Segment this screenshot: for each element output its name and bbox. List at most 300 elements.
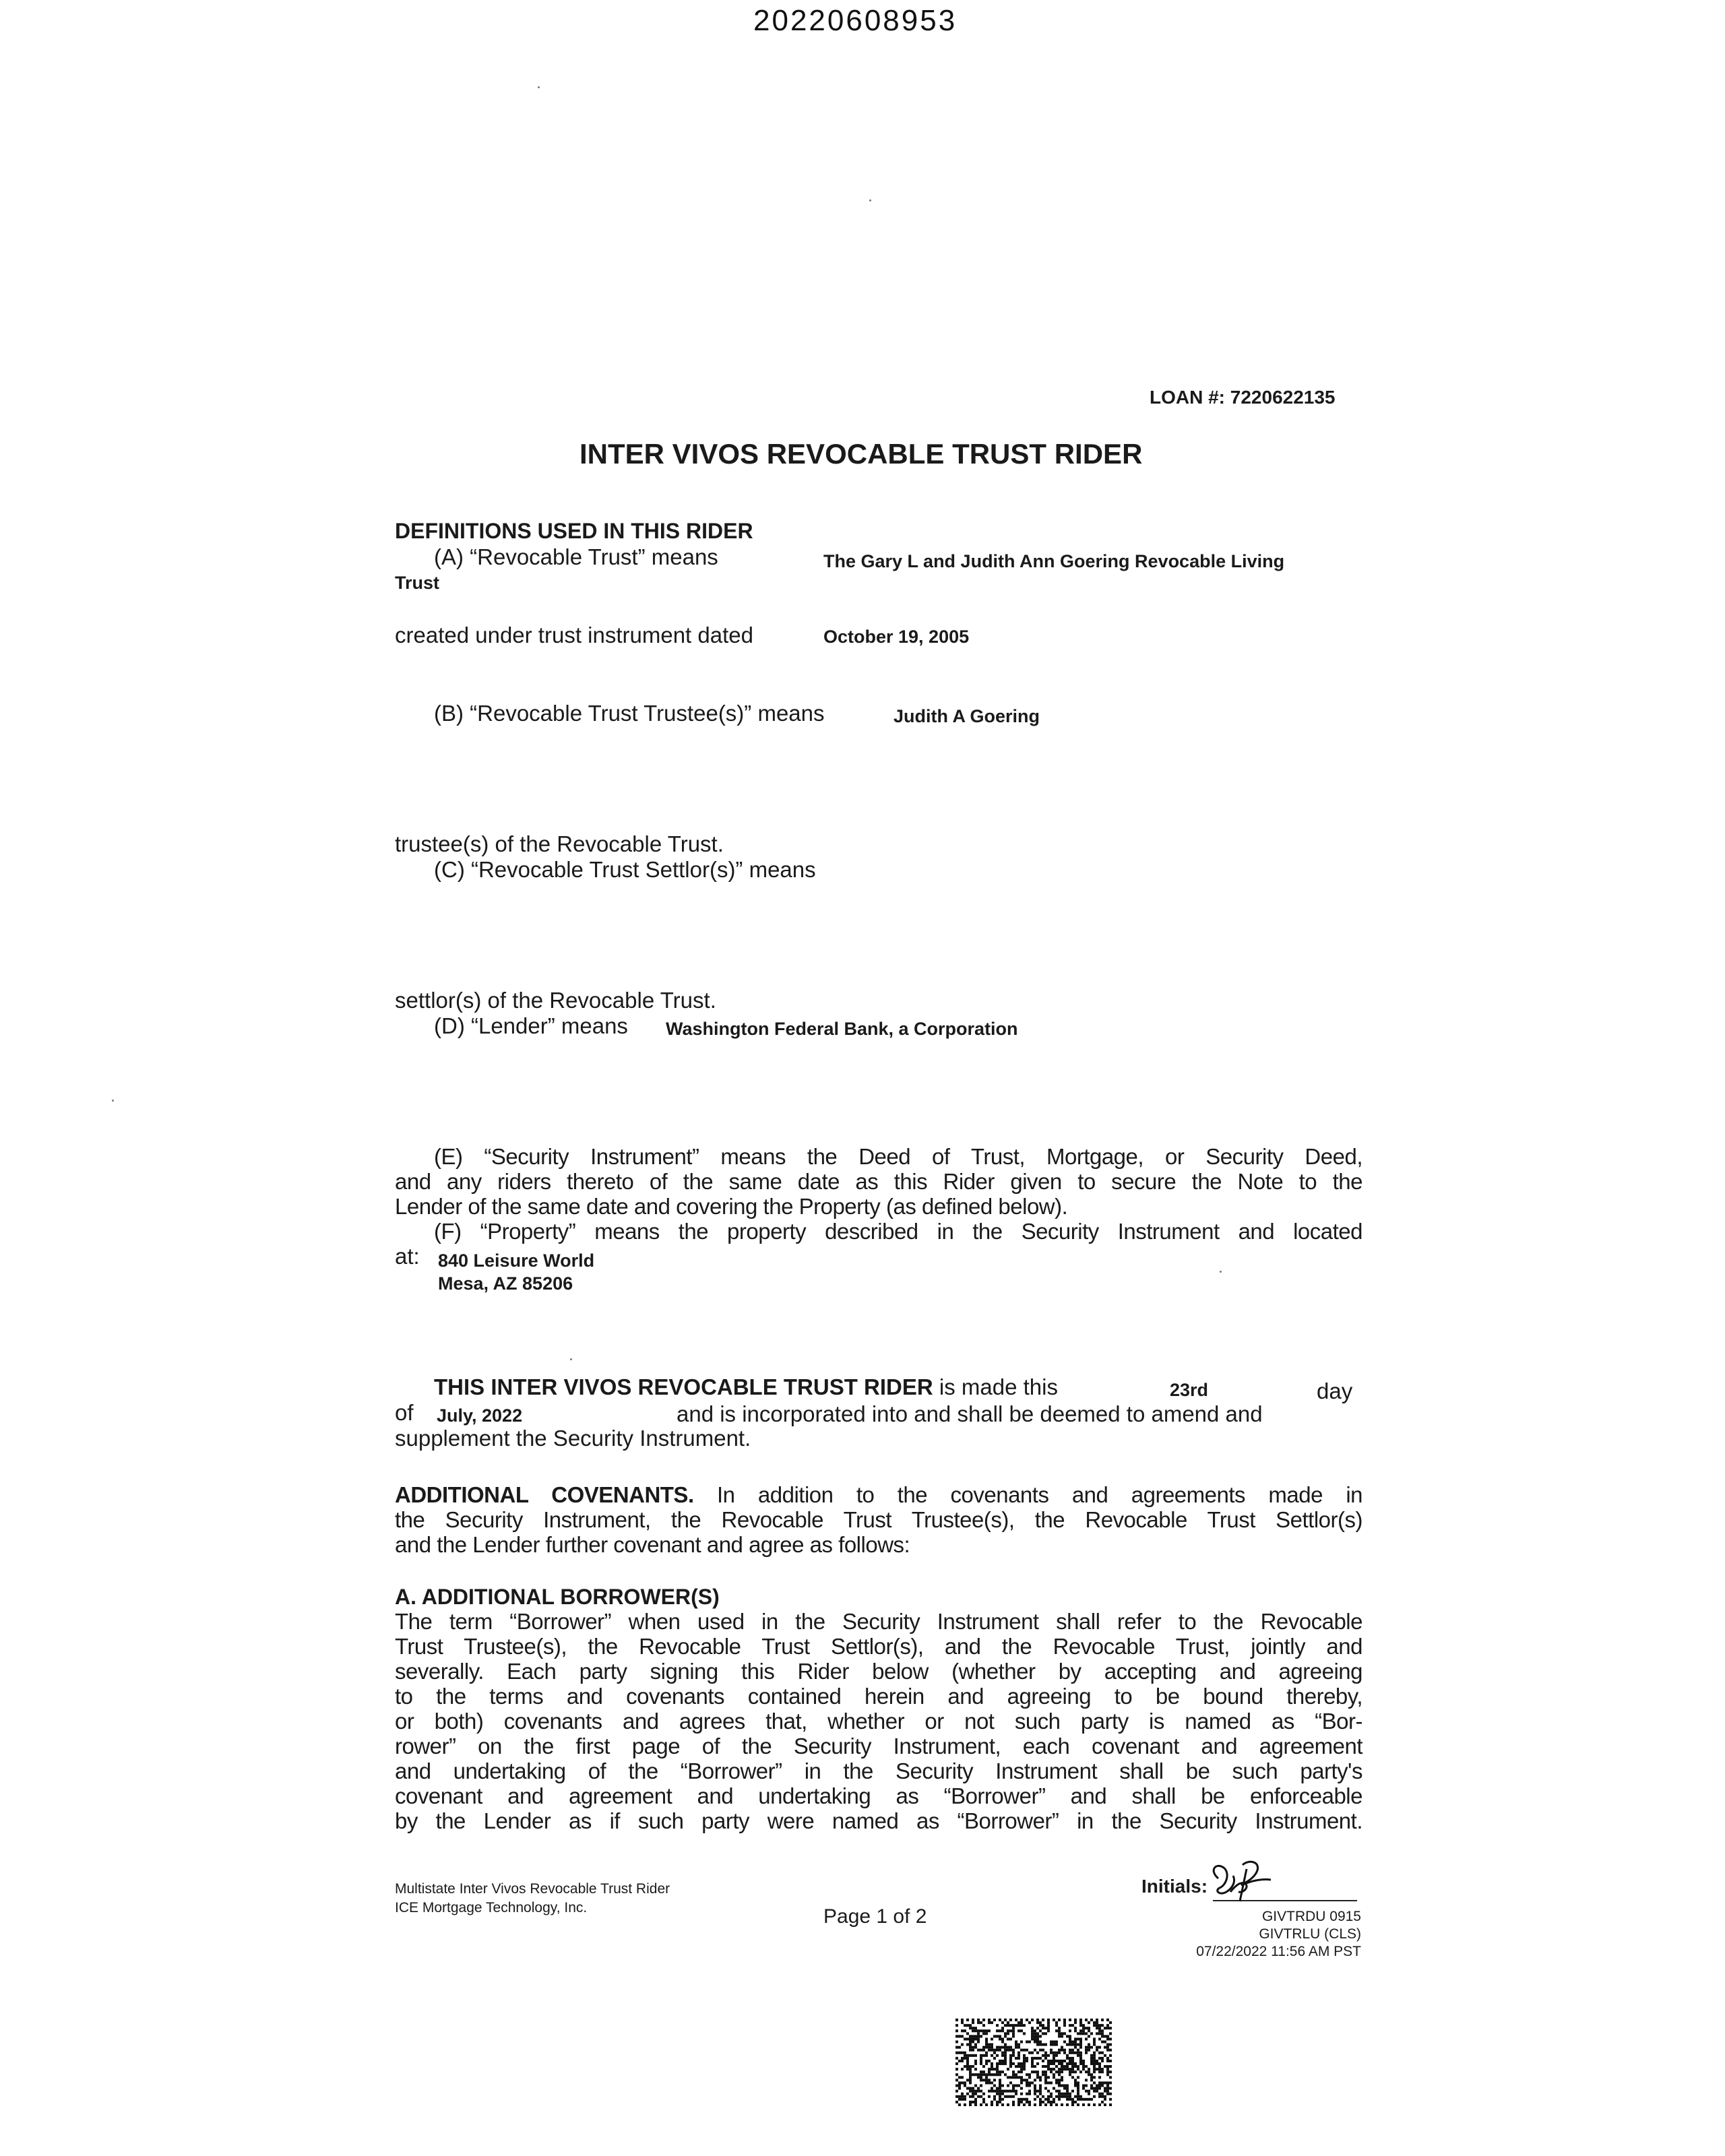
barcode-module bbox=[958, 2081, 961, 2084]
barcode-module bbox=[1034, 2079, 1036, 2081]
barcode-module bbox=[955, 2035, 958, 2037]
barcode-module bbox=[1082, 2024, 1085, 2027]
barcode-module bbox=[985, 2062, 988, 2065]
barcode-module bbox=[1058, 2027, 1061, 2029]
barcode-module bbox=[1055, 2095, 1058, 2098]
barcode-module bbox=[985, 2043, 988, 2046]
barcode-module bbox=[1042, 2019, 1044, 2021]
barcode-module bbox=[1031, 2035, 1034, 2037]
barcode-module bbox=[1031, 2052, 1034, 2054]
barcode-module bbox=[1007, 2049, 1009, 2052]
barcode-module bbox=[999, 2070, 1001, 2073]
barcode-module bbox=[1090, 2073, 1093, 2076]
barcode-module bbox=[1028, 2093, 1031, 2095]
barcode-module bbox=[1069, 2070, 1071, 2073]
barcode-module bbox=[980, 2049, 982, 2052]
barcode-module bbox=[1063, 2085, 1066, 2087]
barcode-module bbox=[1026, 2057, 1028, 2060]
barcode-module bbox=[1069, 2093, 1071, 2095]
barcode-module bbox=[1069, 2068, 1071, 2070]
barcode-module bbox=[977, 2076, 980, 2079]
barcode-module bbox=[1007, 2085, 1009, 2087]
barcode-module bbox=[1031, 2029, 1034, 2032]
barcode-module bbox=[966, 2087, 969, 2090]
barcode-module bbox=[999, 2093, 1001, 2095]
barcode-module bbox=[1004, 2035, 1007, 2037]
barcode-module bbox=[1098, 2103, 1101, 2106]
barcode-module bbox=[1085, 2098, 1088, 2101]
loan-number bbox=[1150, 387, 1336, 408]
barcode-module bbox=[1058, 2093, 1061, 2095]
loan-label: LOAN #: bbox=[1150, 387, 1225, 408]
barcode-module bbox=[1020, 2062, 1023, 2065]
barcode-module bbox=[1015, 2093, 1017, 2095]
section-a-line: severally. Each party signing this Rider below (whether by accepting and agreeing bbox=[395, 1659, 1362, 1684]
section-a-line: by the Lender as if such party were named as “Borrower” in the Security Instrument. bbox=[395, 1808, 1362, 1833]
barcode-module bbox=[985, 2046, 988, 2049]
barcode-module bbox=[977, 2035, 980, 2037]
barcode-module bbox=[1020, 2019, 1023, 2021]
barcode-module bbox=[969, 2070, 972, 2073]
barcode-module bbox=[991, 2037, 993, 2040]
barcode-module bbox=[1036, 2062, 1039, 2065]
barcode-module bbox=[1101, 2095, 1104, 2098]
barcode-module bbox=[1069, 2073, 1071, 2076]
barcode-module bbox=[955, 2024, 958, 2027]
barcode-module bbox=[964, 2029, 966, 2032]
section-a-line: covenant and agreement and undertaking as “Borrower” and shall be enforceable bbox=[395, 1783, 1362, 1808]
barcode-module bbox=[1077, 2076, 1079, 2079]
loan-value: 7220622135 bbox=[1230, 387, 1336, 408]
barcode-module bbox=[1009, 2019, 1012, 2021]
barcode-module bbox=[982, 2049, 985, 2052]
barcode-module bbox=[1063, 2068, 1066, 2070]
barcode-module bbox=[1053, 2057, 1055, 2060]
barcode-module bbox=[985, 2076, 988, 2079]
barcode-module bbox=[1036, 2032, 1039, 2035]
barcode-module bbox=[1034, 2041, 1036, 2043]
barcode-module bbox=[969, 2027, 972, 2029]
barcode-module bbox=[1026, 2098, 1028, 2101]
barcode-module bbox=[1007, 2090, 1009, 2093]
barcode-module bbox=[993, 2095, 996, 2098]
barcode-module bbox=[1069, 2062, 1071, 2065]
barcode-module bbox=[980, 2079, 982, 2081]
barcode-module bbox=[1001, 2098, 1004, 2101]
barcode-module bbox=[996, 2103, 999, 2106]
section-a-line: The term “Borrower” when used in the Security Instrument shall refer to the Revocable bbox=[395, 1609, 1362, 1634]
barcode-module bbox=[1020, 2087, 1023, 2090]
barcode-module bbox=[977, 2073, 980, 2076]
barcode-module bbox=[964, 2052, 966, 2054]
barcode-module bbox=[1098, 2085, 1101, 2087]
barcode-module bbox=[1009, 2054, 1012, 2057]
barcode-module bbox=[1071, 2062, 1074, 2065]
barcode-module bbox=[1017, 2021, 1020, 2024]
barcode-module bbox=[1098, 2024, 1101, 2027]
barcode-module bbox=[982, 2046, 985, 2049]
barcode-module bbox=[1109, 2070, 1112, 2073]
barcode-module bbox=[1063, 2060, 1066, 2062]
barcode-module bbox=[1085, 2079, 1088, 2081]
barcode-module bbox=[1098, 2029, 1101, 2032]
barcode-module bbox=[1069, 2041, 1071, 2043]
barcode-module bbox=[993, 2090, 996, 2093]
barcode-module bbox=[966, 2060, 969, 2062]
barcode-module bbox=[966, 2019, 969, 2021]
barcode-module bbox=[1093, 2037, 1096, 2040]
barcode-module bbox=[1055, 2090, 1058, 2093]
barcode-module bbox=[1026, 2049, 1028, 2052]
barcode-module bbox=[972, 2065, 974, 2068]
barcode-module bbox=[1104, 2065, 1106, 2068]
barcode-module bbox=[969, 2024, 972, 2027]
barcode-module bbox=[1071, 2041, 1074, 2043]
covenants-text: In addition to the covenants and agreements made in bbox=[717, 1482, 1363, 1507]
barcode-module bbox=[1101, 2068, 1104, 2070]
barcode-module bbox=[969, 2068, 972, 2070]
barcode-module bbox=[972, 2029, 974, 2032]
barcode-module bbox=[1004, 2024, 1007, 2027]
barcode-module bbox=[1066, 2035, 1069, 2037]
barcode-module bbox=[980, 2090, 982, 2093]
form-codes bbox=[1166, 1908, 1361, 1961]
barcode-module bbox=[1036, 2090, 1039, 2093]
barcode-module bbox=[1055, 2029, 1058, 2032]
barcode-module bbox=[1050, 2081, 1053, 2084]
barcode-module bbox=[969, 2076, 972, 2079]
barcode-module bbox=[1023, 2024, 1026, 2027]
barcode-module bbox=[1079, 2037, 1082, 2040]
barcode-module bbox=[1034, 2037, 1036, 2040]
barcode-module bbox=[999, 2029, 1001, 2032]
barcode-module bbox=[1079, 2095, 1082, 2098]
barcode-module bbox=[982, 2093, 985, 2095]
barcode-module bbox=[1001, 2070, 1004, 2073]
barcode-module bbox=[1026, 2060, 1028, 2062]
barcode-module bbox=[1098, 2027, 1101, 2029]
barcode-module bbox=[1096, 2019, 1098, 2021]
barcode-module bbox=[1079, 2021, 1082, 2024]
barcode-module bbox=[988, 2046, 991, 2049]
barcode-module bbox=[1061, 2046, 1063, 2049]
barcode-module bbox=[1039, 2035, 1042, 2037]
barcode-module bbox=[964, 2024, 966, 2027]
barcode-module bbox=[1061, 2070, 1063, 2073]
barcode-module bbox=[1058, 2095, 1061, 2098]
barcode-module bbox=[1082, 2027, 1085, 2029]
barcode-module bbox=[1050, 2101, 1053, 2103]
barcode-module bbox=[1085, 2085, 1088, 2087]
definition-d-value: Washington Federal Bank, a Corporation bbox=[666, 1019, 1018, 1039]
barcode-module bbox=[1098, 2052, 1101, 2054]
barcode-module bbox=[1096, 2027, 1098, 2029]
barcode-module bbox=[1088, 2029, 1090, 2032]
barcode-module bbox=[1001, 2041, 1004, 2043]
barcode-module bbox=[985, 2029, 988, 2032]
barcode-module bbox=[1104, 2081, 1106, 2084]
barcode-module bbox=[1028, 2090, 1031, 2093]
barcode-module bbox=[1039, 2079, 1042, 2081]
barcode-module bbox=[991, 2068, 993, 2070]
barcode-module bbox=[985, 2054, 988, 2057]
barcode-module bbox=[1066, 2065, 1069, 2068]
barcode-module bbox=[1012, 2073, 1015, 2076]
barcode-module bbox=[1042, 2070, 1044, 2073]
barcode-module bbox=[1074, 2095, 1077, 2098]
barcode-module bbox=[1001, 2021, 1004, 2024]
barcode-module bbox=[1058, 2019, 1061, 2021]
barcode-module bbox=[955, 2046, 958, 2049]
barcode-module bbox=[1063, 2032, 1066, 2035]
barcode-module bbox=[982, 2098, 985, 2101]
barcode-module bbox=[1012, 2070, 1015, 2073]
barcode-module bbox=[1077, 2068, 1079, 2070]
barcode-module bbox=[1055, 2081, 1058, 2084]
barcode-module bbox=[1101, 2019, 1104, 2021]
form-code-2: GIVTRLU (CLS) bbox=[1259, 1926, 1361, 1942]
barcode-module bbox=[1053, 2076, 1055, 2079]
barcode-module bbox=[1044, 2076, 1047, 2079]
barcode-module bbox=[1069, 2043, 1071, 2046]
barcode-module bbox=[1093, 2052, 1096, 2054]
barcode-module bbox=[1101, 2101, 1104, 2103]
barcode-module bbox=[1001, 2103, 1004, 2106]
barcode-module bbox=[974, 2101, 977, 2103]
barcode-module bbox=[1039, 2101, 1042, 2103]
barcode-module bbox=[1036, 2043, 1039, 2046]
barcode-module bbox=[1036, 2019, 1039, 2021]
barcode-module bbox=[980, 2085, 982, 2087]
barcode-module bbox=[988, 2043, 991, 2046]
barcode-module bbox=[991, 2065, 993, 2068]
barcode-module bbox=[1063, 2052, 1066, 2054]
barcode-module bbox=[999, 2085, 1001, 2087]
barcode-module bbox=[1023, 2068, 1026, 2070]
barcode-module bbox=[1090, 2079, 1093, 2081]
barcode-module bbox=[1098, 2062, 1101, 2065]
barcode-module bbox=[1077, 2087, 1079, 2090]
company-name: ICE Mortgage Technology, Inc. bbox=[395, 1900, 588, 1915]
barcode-module bbox=[1061, 2068, 1063, 2070]
barcode-module bbox=[1017, 2024, 1020, 2027]
barcode-module bbox=[1017, 2076, 1020, 2079]
barcode-module bbox=[1044, 2027, 1047, 2029]
barcode-module bbox=[974, 2093, 977, 2095]
barcode-module bbox=[1044, 2057, 1047, 2060]
definition-a-value: The Gary L and Judith Ann Goering Revocable Living bbox=[823, 551, 1285, 571]
barcode-module bbox=[1036, 2057, 1039, 2060]
barcode-module bbox=[1088, 2070, 1090, 2073]
document-title: INTER VIVOS REVOCABLE TRUST RIDER bbox=[579, 438, 1143, 470]
barcode-module bbox=[1055, 2052, 1058, 2054]
barcode-module bbox=[1047, 2019, 1050, 2021]
barcode-module bbox=[966, 2024, 969, 2027]
barcode-module bbox=[1012, 2076, 1015, 2079]
barcode-module bbox=[958, 2087, 961, 2090]
barcode-module bbox=[958, 2085, 961, 2087]
barcode-module bbox=[1044, 2081, 1047, 2084]
barcode-module bbox=[1020, 2041, 1023, 2043]
barcode-module bbox=[982, 2101, 985, 2103]
barcode-module bbox=[1061, 2076, 1063, 2079]
barcode-module bbox=[1079, 2098, 1082, 2101]
barcode-module bbox=[980, 2062, 982, 2065]
rider-month: July, 2022 bbox=[437, 1405, 523, 1426]
barcode-module bbox=[1098, 2087, 1101, 2090]
barcode-module bbox=[1053, 2052, 1055, 2054]
barcode-module bbox=[1020, 2024, 1023, 2027]
definition-e-line: (E) “Security Instrument” means the Deed of Trust, Mortgage, or Security Deed, bbox=[434, 1144, 1362, 1169]
barcode-module bbox=[1034, 2085, 1036, 2087]
barcode-module bbox=[1058, 2090, 1061, 2093]
barcode-module bbox=[1082, 2062, 1085, 2065]
barcode-module bbox=[1039, 2043, 1042, 2046]
barcode-module bbox=[1009, 2062, 1012, 2065]
barcode-module bbox=[1028, 2052, 1031, 2054]
barcode-module bbox=[996, 2087, 999, 2090]
barcode-module bbox=[972, 2035, 974, 2037]
barcode-image bbox=[955, 2019, 1112, 2106]
barcode-module bbox=[972, 2037, 974, 2040]
barcode-module bbox=[1106, 2035, 1109, 2037]
barcode-module bbox=[1106, 2060, 1109, 2062]
barcode-module bbox=[1106, 2046, 1109, 2049]
barcode-module bbox=[961, 2076, 964, 2079]
barcode-module bbox=[996, 2073, 999, 2076]
barcode-module bbox=[1015, 2076, 1017, 2079]
scan-speck bbox=[570, 1358, 572, 1360]
barcode-module bbox=[1109, 2037, 1112, 2040]
barcode-module bbox=[1001, 2046, 1004, 2049]
barcode-module bbox=[993, 2098, 996, 2101]
barcode-module bbox=[1020, 2021, 1023, 2024]
barcode-module bbox=[988, 2049, 991, 2052]
barcode-module bbox=[969, 2046, 972, 2049]
barcode-module bbox=[1101, 2035, 1104, 2037]
barcode-module bbox=[1039, 2057, 1042, 2060]
barcode-module bbox=[1015, 2057, 1017, 2060]
barcode-module bbox=[1085, 2070, 1088, 2073]
barcode-module bbox=[977, 2049, 980, 2052]
barcode-module bbox=[1053, 2098, 1055, 2101]
barcode-module bbox=[982, 2019, 985, 2021]
barcode-module bbox=[1007, 2021, 1009, 2024]
barcode-module bbox=[1077, 2103, 1079, 2106]
barcode-module bbox=[1058, 2032, 1061, 2035]
barcode-module bbox=[972, 2041, 974, 2043]
definition-c-label: (C) “Revocable Trust Settlor(s)” means bbox=[434, 857, 816, 882]
barcode-module bbox=[1017, 2046, 1020, 2049]
barcode-module bbox=[996, 2068, 999, 2070]
barcode-module bbox=[991, 2021, 993, 2024]
covenants-lead: ADDITIONAL COVENANTS. bbox=[395, 1482, 694, 1507]
barcode-module bbox=[1034, 2049, 1036, 2052]
barcode-module bbox=[1031, 2032, 1034, 2035]
barcode-module bbox=[1063, 2049, 1066, 2052]
barcode-module bbox=[955, 2073, 958, 2076]
barcode-module bbox=[1074, 2041, 1077, 2043]
barcode-module bbox=[1101, 2070, 1104, 2073]
trustee-text: trustee(s) of the Revocable Trust. bbox=[395, 831, 724, 856]
barcode-module bbox=[1047, 2060, 1050, 2062]
barcode-module bbox=[1028, 2021, 1031, 2024]
barcode-module bbox=[977, 2037, 980, 2040]
barcode-module bbox=[1093, 2070, 1096, 2073]
barcode-module bbox=[1077, 2032, 1079, 2035]
barcode-module bbox=[969, 2054, 972, 2057]
barcode-module bbox=[980, 2054, 982, 2057]
barcode-module bbox=[1034, 2093, 1036, 2095]
barcode-module bbox=[985, 2079, 988, 2081]
barcode-module bbox=[980, 2057, 982, 2060]
barcode-module bbox=[1028, 2041, 1031, 2043]
barcode-module bbox=[993, 2068, 996, 2070]
barcode-module bbox=[980, 2070, 982, 2073]
section-a-heading: A. ADDITIONAL BORROWER(S) bbox=[395, 1585, 720, 1609]
barcode-module bbox=[993, 2057, 996, 2060]
barcode-module bbox=[1058, 2085, 1061, 2087]
recording-number: 20220608953 bbox=[753, 4, 958, 37]
barcode-module bbox=[1104, 2103, 1106, 2106]
barcode-module bbox=[1061, 2085, 1063, 2087]
barcode-module bbox=[1058, 2062, 1061, 2065]
barcode-module bbox=[1074, 2052, 1077, 2054]
barcode-module bbox=[1074, 2079, 1077, 2081]
barcode-module bbox=[991, 2062, 993, 2065]
barcode-module bbox=[1020, 2101, 1023, 2103]
barcode-module bbox=[1077, 2052, 1079, 2054]
barcode-module bbox=[961, 2029, 964, 2032]
barcode-module bbox=[972, 2027, 974, 2029]
barcode-module bbox=[974, 2098, 977, 2101]
barcode-module bbox=[1047, 2101, 1050, 2103]
barcode-module bbox=[1106, 2019, 1109, 2021]
barcode-module bbox=[1069, 2024, 1071, 2027]
barcode-module bbox=[996, 2046, 999, 2049]
barcode-module bbox=[1026, 2085, 1028, 2087]
barcode-module bbox=[1004, 2062, 1007, 2065]
barcode-module bbox=[1020, 2093, 1023, 2095]
barcode-module bbox=[969, 2103, 972, 2106]
barcode-module bbox=[999, 2060, 1001, 2062]
barcode-module bbox=[961, 2057, 964, 2060]
barcode-module bbox=[1071, 2090, 1074, 2093]
barcode-module bbox=[1058, 2081, 1061, 2084]
barcode-module bbox=[1104, 2054, 1106, 2057]
barcode-module bbox=[1055, 2021, 1058, 2024]
barcode-module bbox=[1106, 2093, 1109, 2095]
barcode-module bbox=[1109, 2065, 1112, 2068]
barcode-module bbox=[955, 2057, 958, 2060]
barcode-module bbox=[1098, 2068, 1101, 2070]
barcode-module bbox=[1090, 2085, 1093, 2087]
barcode-module bbox=[1039, 2076, 1042, 2079]
barcode-module bbox=[1079, 2060, 1082, 2062]
barcode-module bbox=[1004, 2019, 1007, 2021]
covenants-line bbox=[395, 1482, 1362, 1507]
barcode-module bbox=[974, 2037, 977, 2040]
definition-a-value-cont: Trust bbox=[395, 573, 440, 593]
barcode-module bbox=[1090, 2032, 1093, 2035]
barcode-module bbox=[969, 2035, 972, 2037]
barcode-module bbox=[1031, 2070, 1034, 2073]
barcode-module bbox=[964, 2085, 966, 2087]
settlor-text: settlor(s) of the Revocable Trust. bbox=[395, 988, 716, 1013]
barcode-module bbox=[1028, 2073, 1031, 2076]
barcode-module bbox=[1093, 2041, 1096, 2043]
barcode-module bbox=[1066, 2090, 1069, 2093]
